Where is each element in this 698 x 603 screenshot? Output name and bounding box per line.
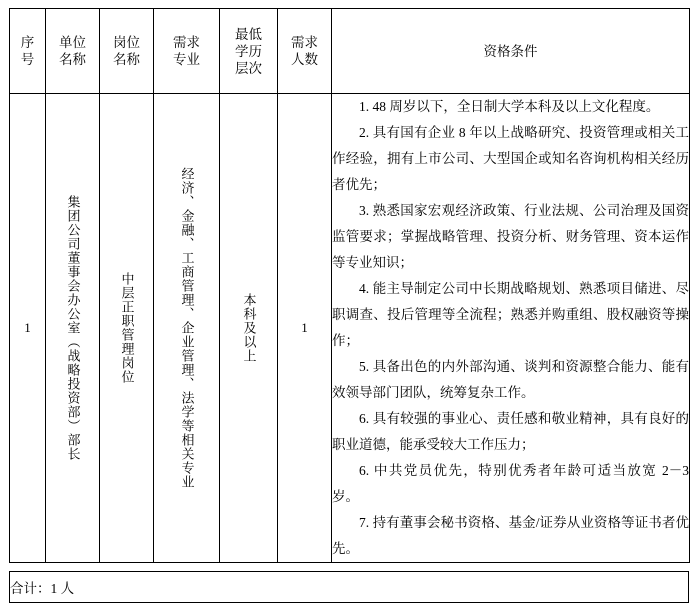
recruitment-table	[9, 8, 690, 563]
cell-unit-name	[46, 94, 100, 563]
cell-count: 1	[278, 94, 332, 563]
header-unit-line2: 名称	[59, 52, 86, 67]
header-cell-qualification	[332, 9, 690, 94]
cell-education-text: 本科及以上	[241, 293, 257, 363]
qualification-item: 7. 持有董事会秘书资格、基金/证券从业资格等证书者优先。	[332, 515, 689, 556]
total-row	[10, 572, 689, 603]
table-body	[10, 94, 690, 563]
cell-row-no: 1	[10, 94, 46, 563]
header-count-line2: 人数	[291, 52, 318, 67]
header-cell-unit	[46, 9, 100, 94]
qualification-item: 5. 具备出色的内外部沟通、谈判和资源整合能力、能有效领导部门团队，统筹复杂工作。	[332, 359, 689, 400]
qualification-item: 6. 具有较强的事业心、责任感和敬业精神，具有良好的职业道德，能承受较大工作压力；	[332, 411, 689, 452]
qualification-item: 4. 能主导制定公司中长期战略规划、熟悉项目储进、尽职调查、投后管理等全流程；熟悉并购重组、股权融资等操作；	[332, 281, 689, 348]
cell-education	[220, 94, 278, 563]
cell-unit-name-text: 集团公司董事会办公室（战略投资部）部长	[65, 195, 81, 461]
cell-major-wrap	[154, 167, 219, 489]
qualification-item: 6. 中共党员优先，特别优秀者年龄可适当放宽 2－3 岁。	[332, 463, 689, 504]
cell-post-name-text: 中层正职管理岗位	[119, 272, 135, 384]
header-post-line1: 岗位	[113, 35, 140, 50]
header-no-line2: 号	[20, 52, 35, 67]
header-edu-line1: 最低	[235, 26, 262, 42]
qualification-item: 1. 48 周岁以下，全日制大学本科及以上文化程度。	[359, 99, 660, 114]
header-edu-line2: 学历	[235, 43, 262, 59]
cell-qualification	[332, 94, 690, 563]
cell-post-name-wrap	[100, 272, 153, 384]
header-major-line2: 专业	[173, 52, 200, 67]
table-row	[10, 94, 690, 563]
cell-major-text: 经济、金融、工商管理、企业管理、法学等相关专业	[179, 167, 195, 489]
cell-major	[154, 94, 220, 563]
total-table	[9, 571, 689, 603]
total-label: 合计：1 人	[10, 572, 689, 603]
header-count-line1: 需求	[291, 35, 318, 50]
table-gap	[9, 563, 689, 571]
header-major-line1: 需求	[173, 35, 200, 50]
header-qualification-line1: 资格条件	[483, 43, 538, 59]
header-cell-post	[100, 9, 154, 94]
header-cell-count	[278, 9, 332, 94]
cell-education-wrap	[220, 293, 277, 363]
header-unit-line1: 单位	[59, 35, 86, 50]
header-no-line1: 序	[20, 35, 35, 50]
table-header	[10, 9, 690, 94]
cell-unit-name-wrap	[46, 195, 99, 461]
qualification-item: 3. 熟悉国家宏观经济政策、行业法规、公司治理及国资监管要求；掌握战略管理、投资分析、财务管理、资本运作等专业知识；	[332, 203, 689, 270]
header-row	[10, 9, 690, 94]
qualification-item: 2. 具有国有企业 8 年以上战略研究、投资管理或相关工作经验，拥有上市公司、大型国企或知名咨询机构相关经历者优先；	[332, 125, 689, 192]
cell-post-name	[100, 94, 154, 563]
header-cell-edu	[220, 9, 278, 94]
header-post-line2: 名称	[113, 52, 140, 67]
header-cell-major	[154, 9, 220, 94]
header-cell-no	[10, 9, 46, 94]
header-edu-line3: 层次	[235, 60, 262, 76]
